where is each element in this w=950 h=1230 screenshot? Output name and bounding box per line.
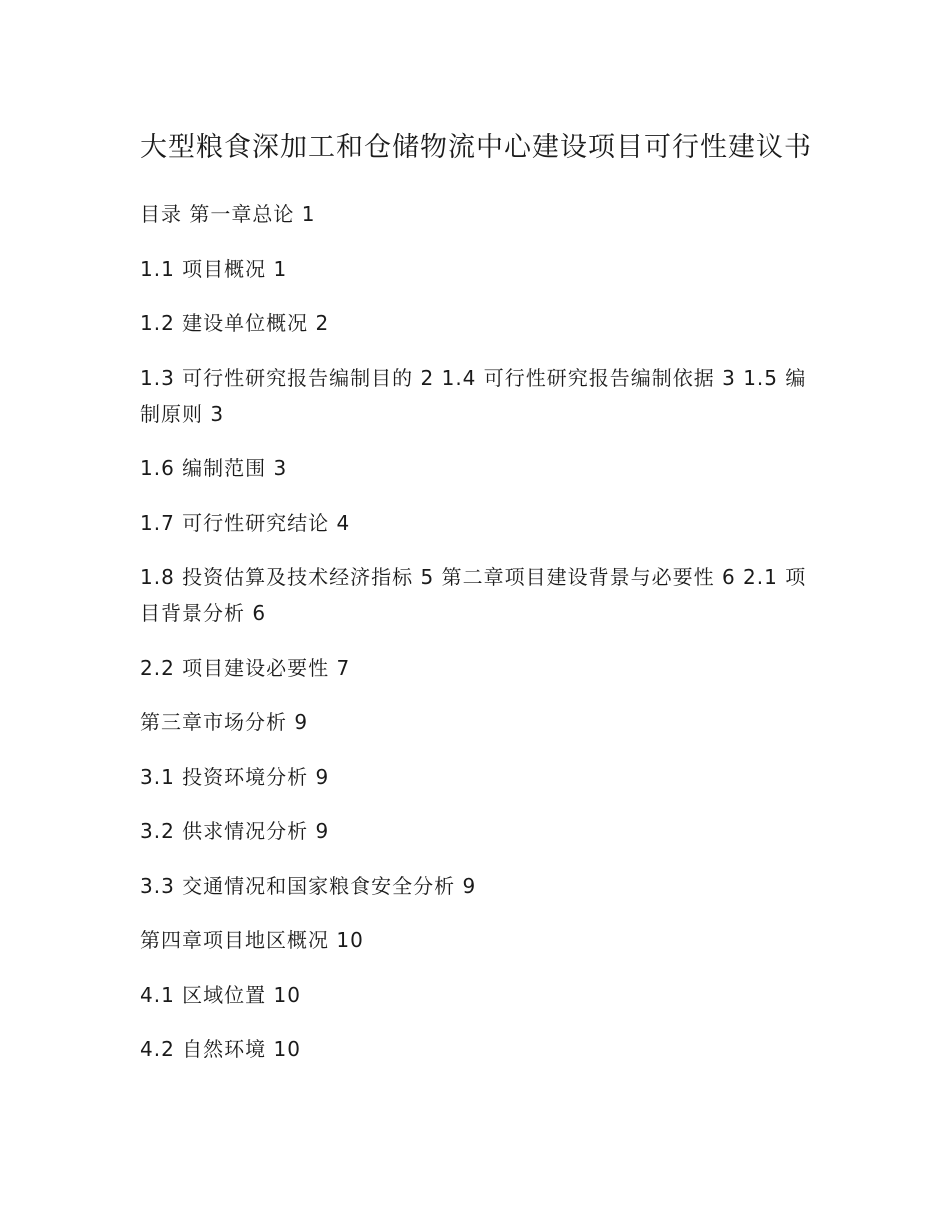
toc-line: 目录 第一章总论 1 xyxy=(140,202,316,226)
toc-line: 1.3 可行性研究报告编制目的 2 1.4 可行性研究报告编制依据 3 1.5 编制原则 3 xyxy=(140,365,807,426)
toc-line: 1.7 可行性研究结论 4 xyxy=(140,510,351,535)
toc-line: 3.3 交通情况和国家粮食安全分析 9 xyxy=(140,873,477,898)
table-of-contents xyxy=(140,196,820,1067)
toc-line: 3.1 投资环境分析 9 xyxy=(140,764,330,789)
document-title: 大型粮食深加工和仓储物流中心建设项目可行性建议书 xyxy=(140,132,812,163)
toc-line: 1.1 项目概况 1 xyxy=(140,256,288,281)
toc-line: 1.8 投资估算及技术经济指标 5 第二章项目建设背景与必要性 6 2.1 项目背景分析 6 xyxy=(140,565,807,625)
toc-line: 2.2 项目建设必要性 7 xyxy=(140,655,351,680)
document-page xyxy=(140,112,820,1086)
toc-line: 4.1 区域位置 10 xyxy=(140,982,301,1007)
toc-line: 第四章项目地区概况 10 xyxy=(140,928,364,952)
toc-line: 1.2 建设单位概况 2 xyxy=(140,311,330,335)
toc-line: 1.6 编制范围 3 xyxy=(140,456,288,480)
toc-line: 3.2 供求情况分析 9 xyxy=(140,819,330,843)
toc-line: 4.2 自然环境 10 xyxy=(140,1037,301,1061)
toc-line: 第三章市场分析 9 xyxy=(140,710,309,734)
